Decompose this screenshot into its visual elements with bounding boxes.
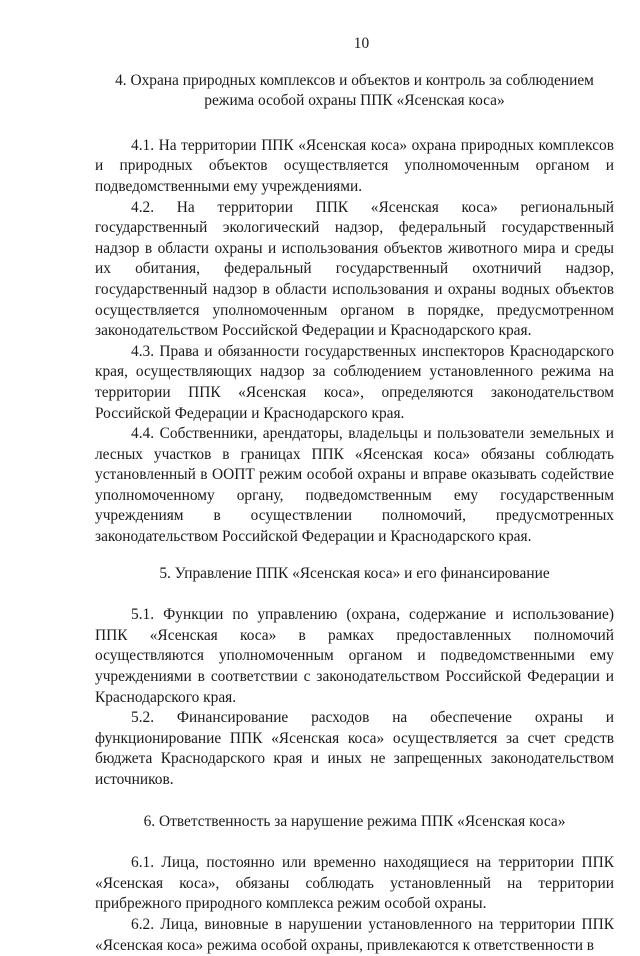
paragraph-6-1: 6.1. Лица, постоянно или временно находящиеся на территории ППК «Ясенская коса», обязаны соблюдать установленный на территории прибрежного природного комплекса режим особой охраны.	[95, 854, 614, 913]
document-page	[95, 34, 614, 956]
section-4-title: 4. Охрана природных комплексов и объектов и контроль за соблюдением режима особой охраны ППК «Ясенская коса»	[115, 71, 594, 110]
paragraph-4-3: 4.3. Права и обязанности государственных инспекторов Краснодарского края, осуществляющих надзор за соблюдением установленного режима на территории ППК «Ясенская коса», определяются законодательством Российской Федерации и Краснодарского края.	[95, 342, 614, 422]
paragraph-4-1: 4.1. На территории ППК «Ясенская коса» охрана природных комплексов и природных объектов осуществляется уполномоченным органом и подведомственными ему учреждениями.	[95, 136, 614, 195]
paragraph-5-2: 5.2. Финансирование расходов на обеспечение охраны и функционирование ППК «Ясенская коса» осуществляется за счет средств бюджета Краснодарского края и иных не запрещенных законодательством источников.	[95, 709, 614, 788]
section-6-title: 6. Ответственность за нарушение режима ППК «Ясенская коса»	[143, 812, 566, 830]
paragraph-4-2: 4.2. На территории ППК «Ясенская коса» региональный государственный экологический надзор, федеральный государственный надзор в области охраны и использования объектов животного мира и среды их обитания, федеральный государственный охотничий надзор, государственный надзор в области использования и охраны водных объектов осуществляется уполномоченным органом в порядке, предусмотренном законодательством Российской Федерации и Краснодарского края.	[95, 198, 614, 340]
paragraph-5-1: 5.1. Функции по управлению (охрана, содержание и использование) ППК «Ясенская коса» в рамках предоставленных полномочий осуществляются уполномоченным органом и подведомственными ему учреждениями в соответствии с законодательством Российской Федерации и Краснодарского края.	[95, 606, 614, 706]
section-5-title: 5. Управление ППК «Ясенская коса» и его финансирование	[159, 564, 550, 582]
page-number: 10	[353, 35, 370, 52]
paragraph-6-2: 6.2. Лица, виновные в нарушении установленного на территории ППК «Ясенская коса» режима особой охраны, привлекаются к ответственности в	[95, 915, 614, 954]
paragraph-4-4: 4.4. Собственники, арендаторы, владельцы и пользователи земельных и лесных участков в границах ППК «Ясенская коса» обязаны соблюдать установленный в ООПТ режим особой охраны и вправе оказывать содействие уполномоченному органу, подведомственным ему государственным учреждениям в осуществлении полномочий, предусмотренных законодательством Российской Федерации и Краснодарского края.	[95, 425, 614, 546]
